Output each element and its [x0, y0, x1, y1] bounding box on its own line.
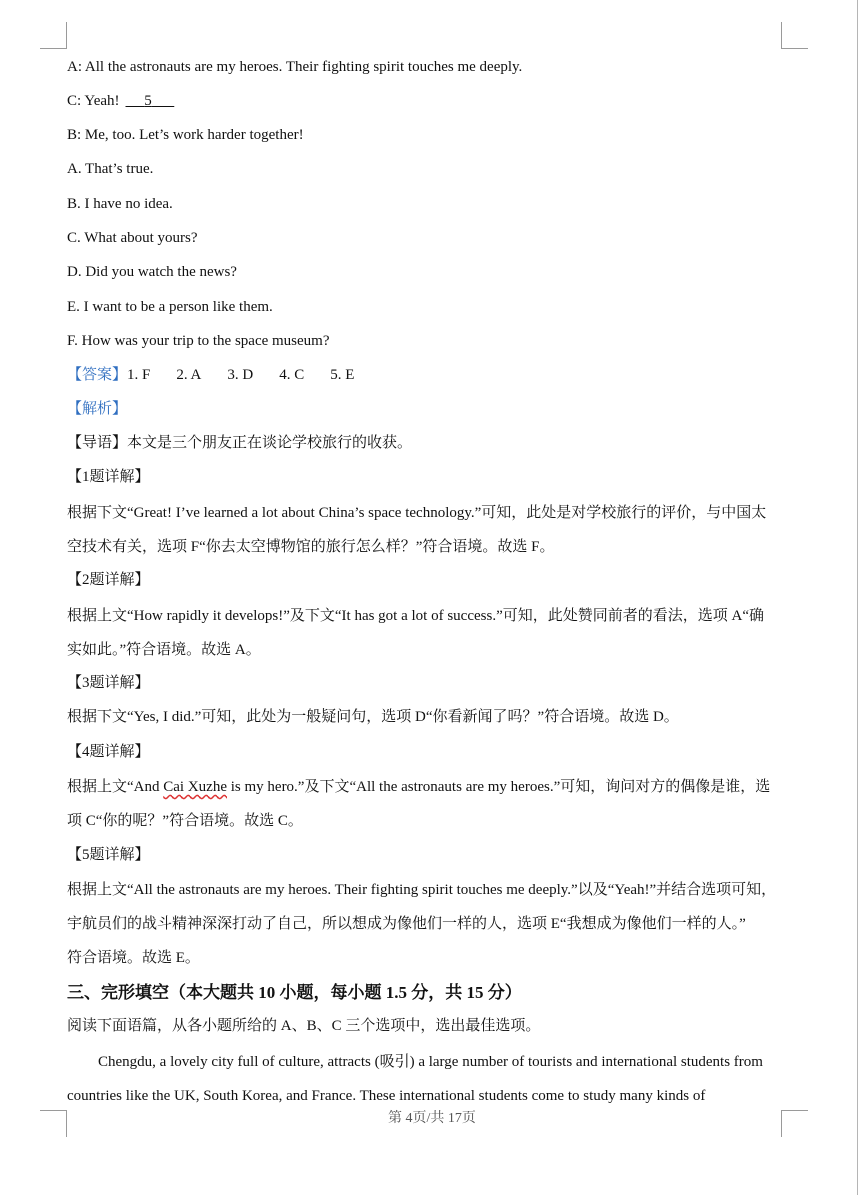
q4-explanation-line: 根据上文“And Cai Xuzhe is my hero.”及下文“All the astronauts are my heroes.”可知，询问对方的偶像是谁，选 [67, 779, 771, 795]
option-f: F. How was your trip to the space museum? [67, 333, 330, 349]
q2-explanation-line: 根据上文“How rapidly it develops!”及下文“It has got a lot of success.”可知，此处赞同前者的看法，选项 A“确 [67, 608, 764, 624]
section-instruction: 阅读下面语篇，从各小题所给的 A、B、C 三个选项中，选出最佳选项。 [67, 1018, 541, 1034]
q1-explanation-line: 空技术有关，选项 F“你去太空博物馆的旅行怎么样？”符合语境。故选 F。 [67, 539, 555, 555]
answer-tag: 【答案】 [67, 367, 128, 383]
q4-explanation-line: 项 C“你的呢？”符合语境。故选 C。 [67, 813, 303, 829]
page-corner-mark [40, 22, 67, 49]
option-e: E. I want to be a person like them. [67, 299, 273, 315]
dialogue-line-c [67, 91, 174, 111]
q5-heading: 【5题详解】 [67, 847, 150, 863]
option-c: C. What about yours? [67, 230, 198, 246]
dialogue-line-b: B: Me, too. Let’s work harder together! [67, 127, 304, 143]
q2-heading: 【2题详解】 [67, 572, 150, 588]
q1-explanation-line: 根据下文“Great! I’ve learned a lot about China’s space technology.”可知，此处是对学校旅行的评价，与中国太 [67, 505, 767, 521]
dialogue-speaker-c: C: Yeah! [67, 93, 120, 109]
answer-item: 3. D [227, 367, 254, 383]
q3-heading: 【3题详解】 [67, 675, 150, 691]
answer-blank-5: 5 [144, 93, 152, 109]
q5-explanation-line: 符合语境。故选 E。 [67, 950, 200, 966]
q3-explanation-line: 根据下文“Yes, I did.”可知，此处为一般疑问句，选项 D“你看新闻了吗？”符合语境。故选 D。 [67, 709, 679, 725]
q4-heading: 【4题详解】 [67, 744, 150, 760]
q2-explanation-line: 实如此。”符合语境。故选 A。 [67, 642, 261, 658]
answer-item: 4. C [279, 367, 305, 383]
analysis-intro: 【导语】本文是三个朋友正在谈论学校旅行的收获。 [67, 435, 413, 451]
q1-heading: 【1题详解】 [67, 469, 150, 485]
page-edge-line [857, 0, 858, 1195]
answer-line [67, 365, 380, 385]
answer-item: 2. A [176, 367, 202, 383]
option-b: B. I have no idea. [67, 196, 173, 212]
dialogue-line-a: A: All the astronauts are my heroes. Their fighting spirit touches me deeply. [67, 59, 523, 75]
page-corner-mark [781, 22, 808, 49]
option-a: A. That’s true. [67, 161, 154, 177]
answer-item: 5. E [330, 367, 355, 383]
answer-item: 1. F [127, 367, 151, 383]
passage-line: Chengdu, a lovely city full of culture, attracts (吸引) a large number of tourists and international students from [98, 1054, 763, 1070]
q5-explanation-line: 根据上文“All the astronauts are my heroes. Their fighting spirit touches me deeply.”以及“Yeah!”并结合选项可知， [67, 882, 777, 898]
spellcheck-name: Cai Xuzhe [163, 779, 227, 795]
page-number: 第 4页/共 17页 [388, 1111, 476, 1126]
section-heading: 三、完形填空（本大题共 10 小题，每小题 1.5 分，共 15 分） [67, 983, 522, 1002]
analysis-tag: 【解析】 [67, 401, 128, 417]
q5-explanation-line: 宇航员们的战斗精神深深打动了自己，所以想成为像他们一样的人，选项 E“我想成为像他们一样的人。” [67, 916, 746, 932]
passage-line: countries like the UK, South Korea, and France. These international students come to study many kinds of [67, 1088, 706, 1104]
option-d: D. Did you watch the news? [67, 264, 237, 280]
